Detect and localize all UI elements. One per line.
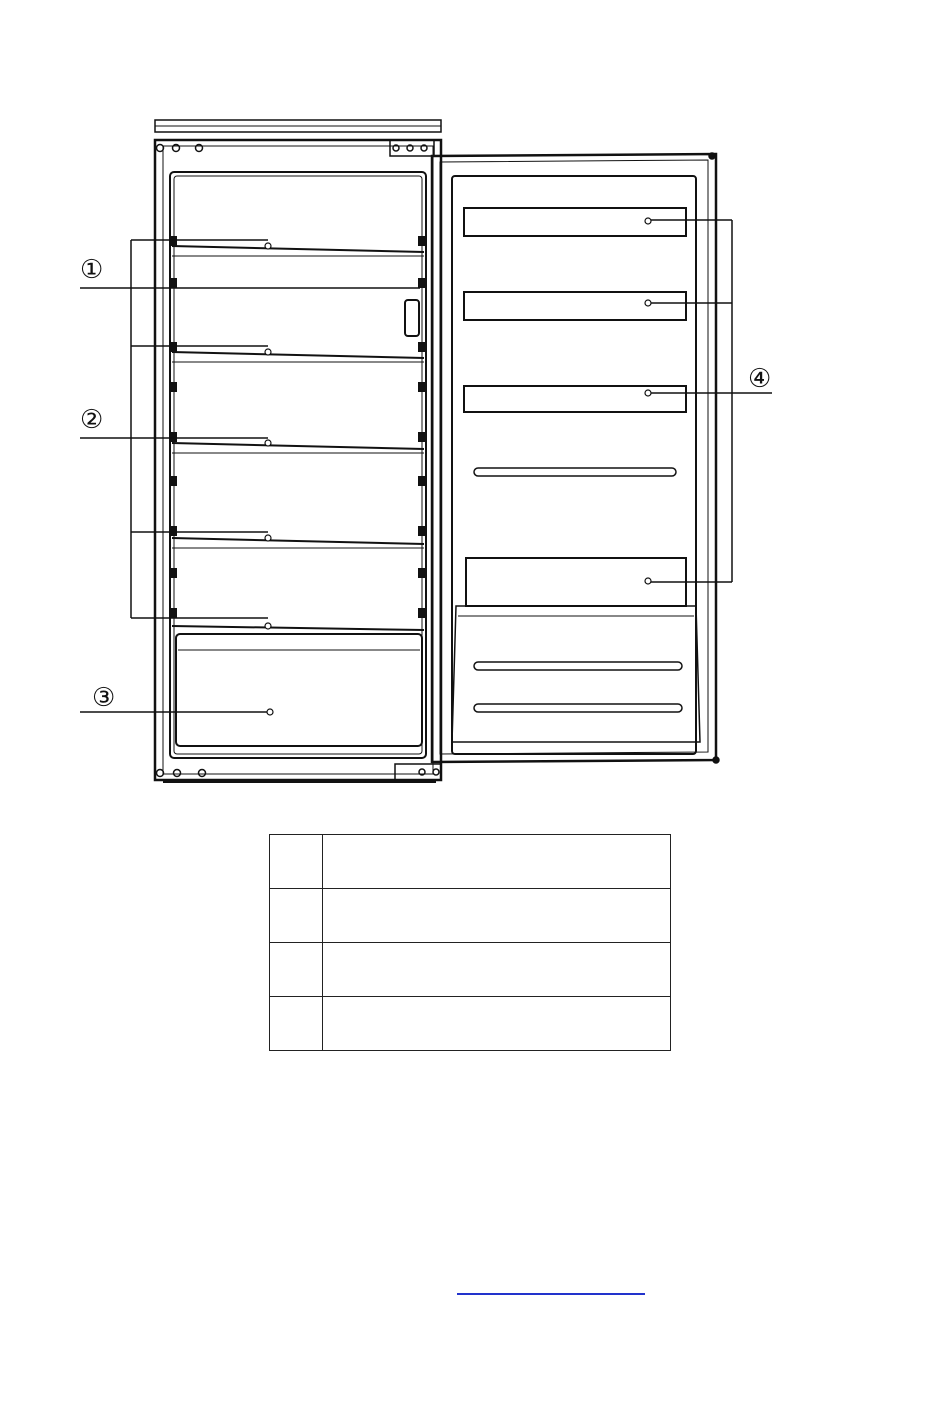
part-number xyxy=(270,835,323,889)
shelf-supports xyxy=(170,236,425,618)
cabinet-body xyxy=(155,140,441,780)
part-description xyxy=(323,997,671,1051)
part-description xyxy=(323,943,671,997)
callout-label-3: ③ xyxy=(92,683,116,713)
open-door xyxy=(432,153,719,763)
table-row xyxy=(270,835,671,889)
part-description xyxy=(323,889,671,943)
part-number xyxy=(270,943,323,997)
crisper-drawer xyxy=(176,634,422,746)
part-number xyxy=(270,889,323,943)
table-row xyxy=(270,997,671,1051)
part-number xyxy=(270,997,323,1051)
callout-label-1: ① xyxy=(80,255,104,285)
table-row xyxy=(270,943,671,997)
part-description xyxy=(323,835,671,889)
callout-label-4: ④ xyxy=(748,364,772,394)
footer-link[interactable] xyxy=(457,1277,645,1295)
table-row xyxy=(270,889,671,943)
parts-table xyxy=(269,834,671,1051)
callout-label-2: ② xyxy=(80,405,104,435)
